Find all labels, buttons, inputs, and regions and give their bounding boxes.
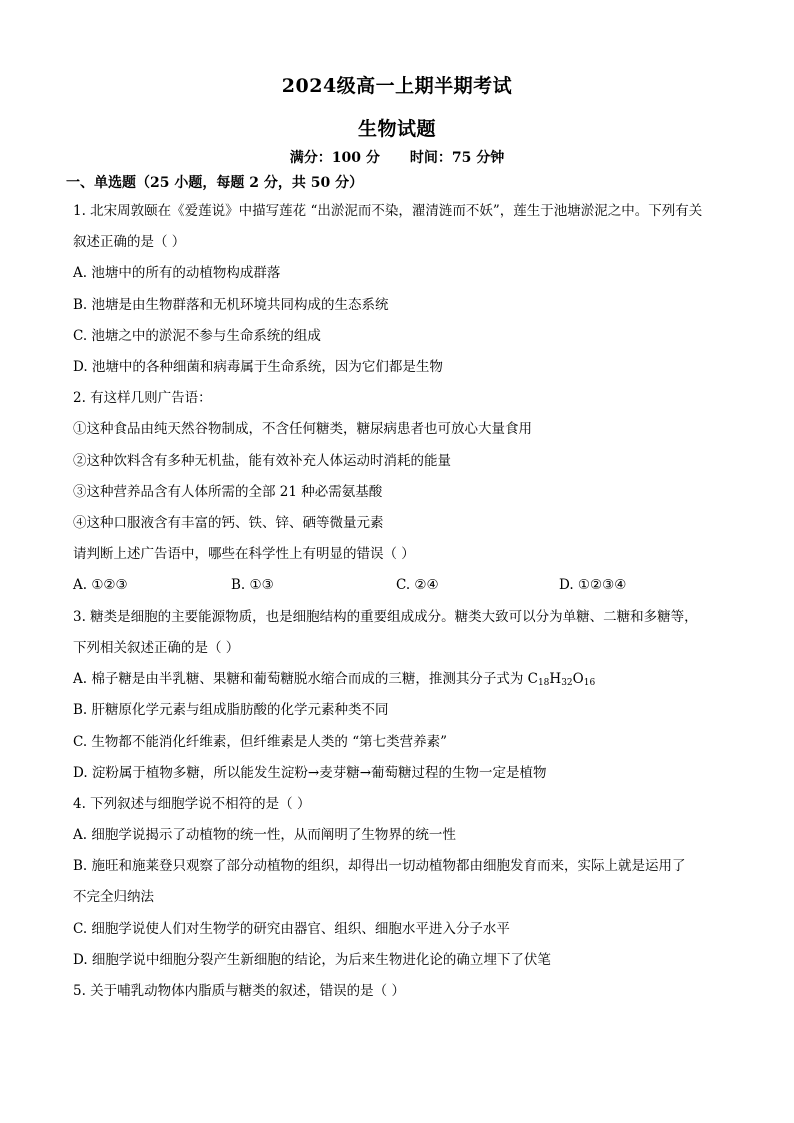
q2-ad-3: ③这种营养品含有人体所需的全部 21 种必需氨基酸	[73, 484, 383, 500]
formula-sub-o: 16	[583, 678, 596, 688]
q2-option-c: C. ②④	[396, 577, 439, 593]
q3-option-c: C. 生物都不能消化纤维素，但纤维素是人类的 “第七类营养素”	[73, 734, 448, 750]
q4-option-b-line2: 不完全归纳法	[73, 889, 154, 905]
q5-stem: 5. 关于哺乳动物体内脂质与糖类的叙述，错误的是（ ）	[73, 983, 405, 999]
q4-option-d: D. 细胞学说中细胞分裂产生新细胞的结论，为后来生物进化论的确立埋下了伏笔	[73, 952, 551, 968]
q2-ad-4: ④这种口服液含有丰富的钙、铁、锌、硒等微量元素	[73, 515, 384, 531]
exam-meta	[0, 147, 794, 167]
q4-option-a: A. 细胞学说揭示了动植物的统一性，从而阐明了生物界的统一性	[73, 827, 456, 843]
formula-sub-h: 32	[561, 678, 573, 688]
formula-sub-c: 18	[537, 678, 550, 688]
section-heading: 一、单选题（25 小题，每题 2 分，共 50 分）	[66, 175, 364, 191]
q2-option-d: D. ①②③④	[559, 577, 627, 593]
q1-option-d: D. 池塘中的各种细菌和病毒属于生命系统，因为它们都是生物	[73, 359, 443, 375]
q4-option-c: C. 细胞学说使人们对生物学的研究由器官、组织、细胞水平进入分子水平	[73, 921, 510, 937]
q1-option-c: C. 池塘之中的淤泥不参与生命系统的组成	[73, 328, 321, 344]
q3-option-a	[73, 670, 733, 692]
q1-option-a: A. 池塘中的所有的动植物构成群落	[73, 265, 281, 281]
q1-stem-line1: 1. 北宋周敦颐在《爱莲说》中描写莲花 “出淤泥而不染，濯清涟而不妖”，莲生于池塘淤泥之中。下列有关	[73, 203, 703, 219]
q3-option-d: D. 淀粉属于植物多糖，所以能发生淀粉→麦芽糖→葡萄糖过程的生物一定是植物	[73, 765, 547, 781]
q2-option-a: A. ①②③	[73, 577, 128, 593]
subject-title: 生物试题	[357, 118, 436, 140]
q4-option-b-line1: B. 施旺和施莱登只观察了部分动植物的组织，却得出一切动植物都由细胞发育而来，实际上就是运用了	[73, 858, 686, 874]
q2-ad-2: ②这种饮料含有多种无机盐，能有效补充人体运动时消耗的能量	[73, 453, 451, 469]
q2-stem: 2. 有这样几则广告语：	[73, 390, 212, 406]
q3-stem-line2: 下列相关叙述正确的是（ ）	[73, 640, 240, 656]
q3-option-b: B. 肝糖原化学元素与组成脂肪酸的化学元素种类不同	[73, 702, 389, 718]
exam-title: 2024级高一上期半期考试	[281, 75, 513, 97]
q4-stem: 4. 下列叙述与细胞学说不相符的是（ ）	[73, 796, 311, 812]
q2-ad-1: ①这种食品由纯天然谷物制成，不含任何糖类，糖尿病患者也可放心大量食用	[73, 421, 532, 437]
formula-o: O	[572, 671, 584, 687]
full-score: 满分：100 分	[289, 150, 380, 166]
q3-option-a-text: A. 棉子糖是由半乳糖、果糖和葡萄糖脱水缩合而成的三糖，推测其分子式为 C	[73, 671, 538, 687]
q3-stem-line1: 3. 糖类是细胞的主要能源物质，也是细胞结构的重要组成成分。糖类大致可以分为单糖、二糖和多糖等，	[73, 609, 698, 625]
formula-h: H	[549, 671, 562, 687]
q1-option-b: B. 池塘是由生物群落和无机环境共同构成的生态系统	[73, 297, 389, 313]
q1-stem-line2: 叙述正确的是（ ）	[73, 234, 186, 250]
q2-ask: 请判断上述广告语中，哪些在科学性上有明显的错误（ ）	[73, 546, 415, 562]
exam-time: 时间：75 分钟	[409, 150, 505, 166]
q2-option-b: B. ①③	[231, 577, 274, 593]
